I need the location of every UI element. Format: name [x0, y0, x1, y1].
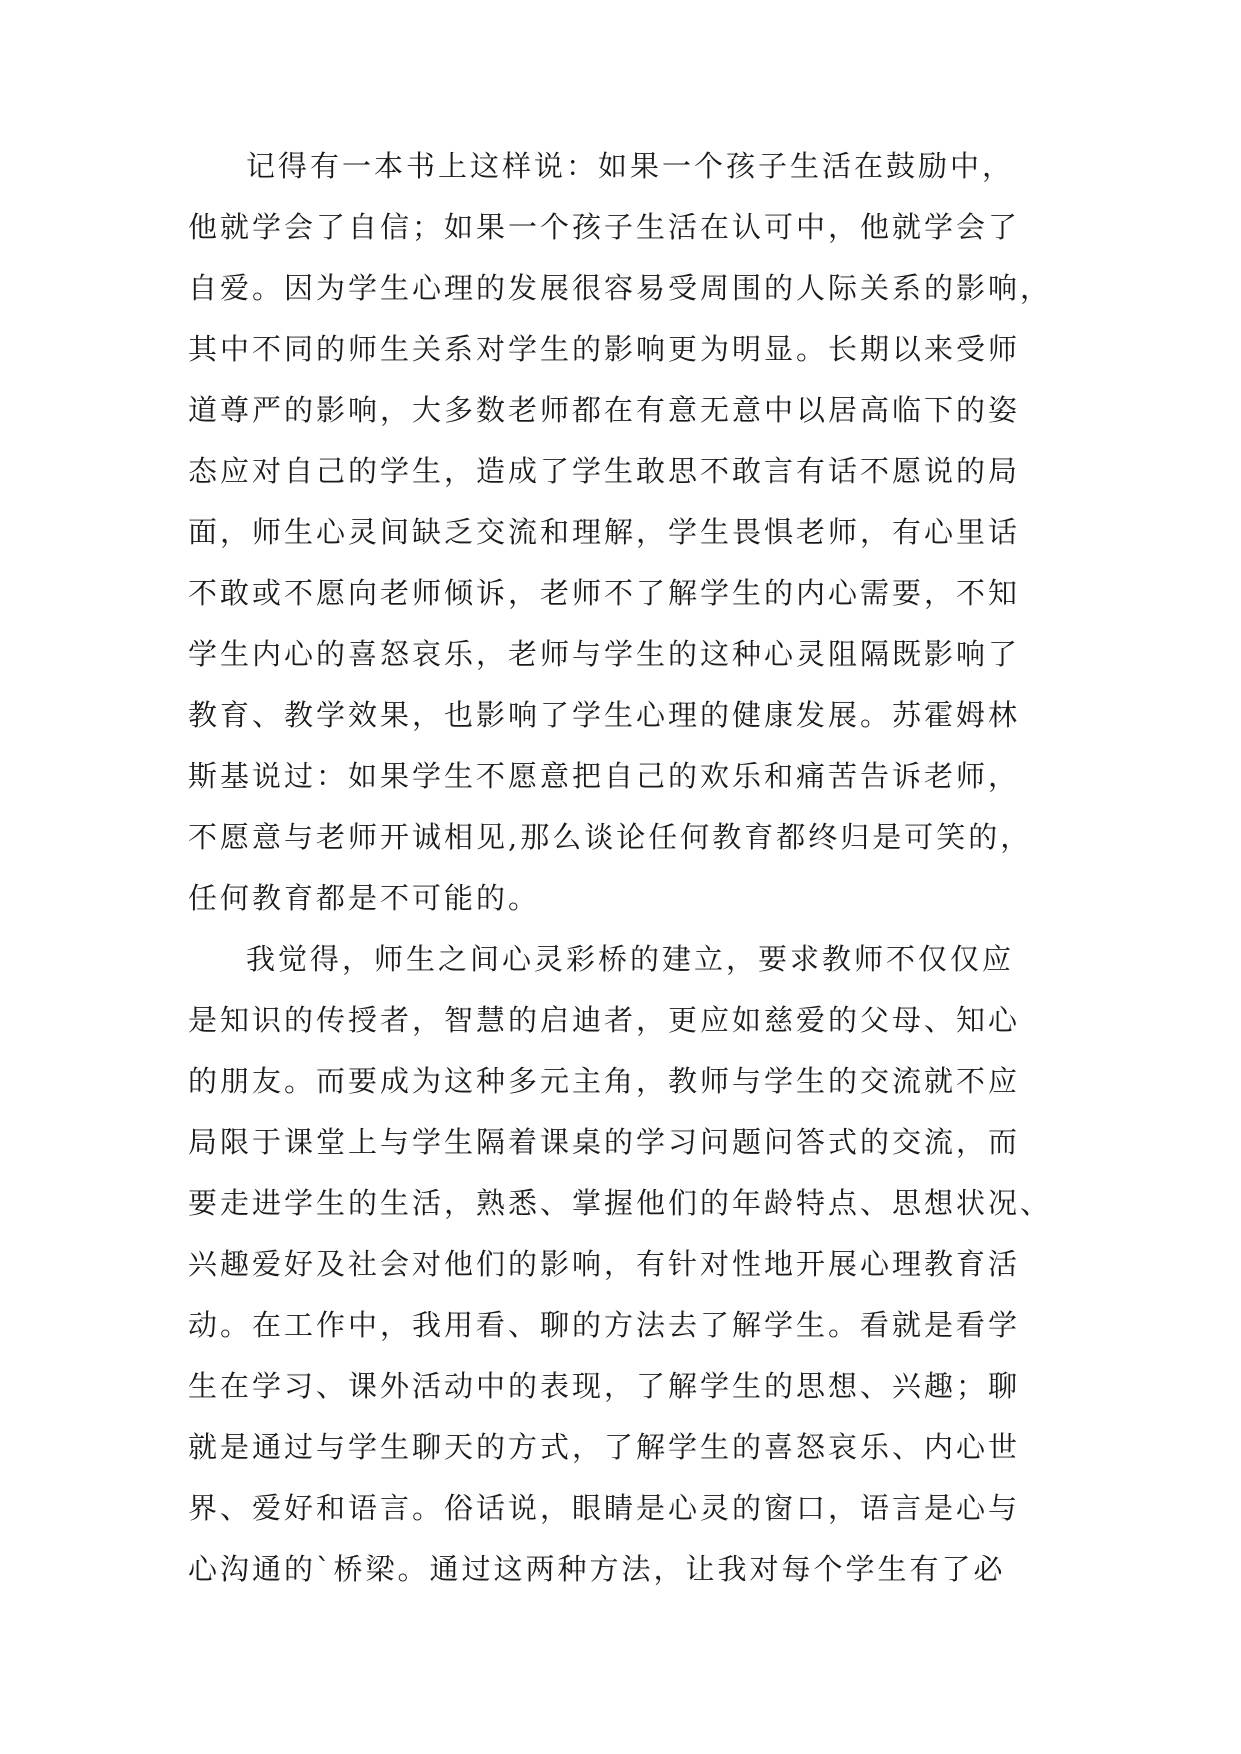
text-line: 我觉得，师生之间心灵彩桥的建立，要求教师不仅仅应	[246, 942, 1015, 976]
text-line: 道尊严的影响，大多数老师都在有意无意中以居高临下的姿	[188, 393, 1021, 427]
text-line: 局限于课堂上与学生隔着课桌的学习问题问答式的交流，而	[188, 1125, 1021, 1159]
text-line: 教育、教学效果，也影响了学生心理的健康发展。苏霍姆林	[188, 698, 1021, 732]
text-line: 学生内心的喜怒哀乐，老师与学生的这种心灵阻隔既影响了	[188, 637, 1021, 671]
text-line: 其中不同的师生关系对学生的影响更为明显。长期以来受师	[188, 332, 1021, 366]
text-line: 生在学习、课外活动中的表现，了解学生的思想、兴趣；聊	[188, 1369, 1021, 1403]
text-line: 就是通过与学生聊天的方式，了解学生的喜怒哀乐、内心世	[188, 1430, 1021, 1464]
paragraph-2	[188, 929, 1068, 1600]
text-line: 任何教育都是不可能的。	[188, 881, 541, 915]
text-line: 他就学会了自信；如果一个孩子生活在认可中，他就学会了	[188, 210, 1021, 244]
text-line: 是知识的传授者，智慧的启迪者，更应如慈爱的父母、知心	[188, 1003, 1021, 1037]
text-line: 界、爱好和语言。俗话说，眼睛是心灵的窗口，语言是心与	[188, 1491, 1021, 1525]
text-line: 不敢或不愿向老师倾诉，老师不了解学生的内心需要，不知	[188, 576, 1021, 610]
text-line: 的朋友。而要成为这种多元主角，教师与学生的交流就不应	[188, 1064, 1021, 1098]
paragraph-1	[188, 136, 1068, 929]
text-line: 心沟通的`桥梁。通过这两种方法，让我对每个学生有了必	[188, 1552, 1006, 1586]
text-line: 要走进学生的生活，熟悉、掌握他们的年龄特点、思想状况、	[188, 1186, 1053, 1220]
text-line: 兴趣爱好及社会对他们的影响，有针对性地开展心理教育活	[188, 1247, 1021, 1281]
text-line: 自爱。因为学生心理的发展很容易受周围的人际关系的影响，	[188, 271, 1053, 305]
text-line: 面，师生心灵间缺乏交流和理解，学生畏惧老师，有心里话	[188, 515, 1021, 549]
text-line: 动。在工作中，我用看、聊的方法去了解学生。看就是看学	[188, 1308, 1021, 1342]
text-line: 记得有一本书上这样说：如果一个孩子生活在鼓励中，	[246, 149, 1015, 183]
text-line: 斯基说过：如果学生不愿意把自己的欢乐和痛苦告诉老师，	[188, 759, 1021, 793]
text-line: 态应对自己的学生，造成了学生敢思不敢言有话不愿说的局	[188, 454, 1021, 488]
text-line: 不愿意与老师开诚相见,那么谈论任何教育都终归是可笑的，	[188, 820, 1033, 854]
